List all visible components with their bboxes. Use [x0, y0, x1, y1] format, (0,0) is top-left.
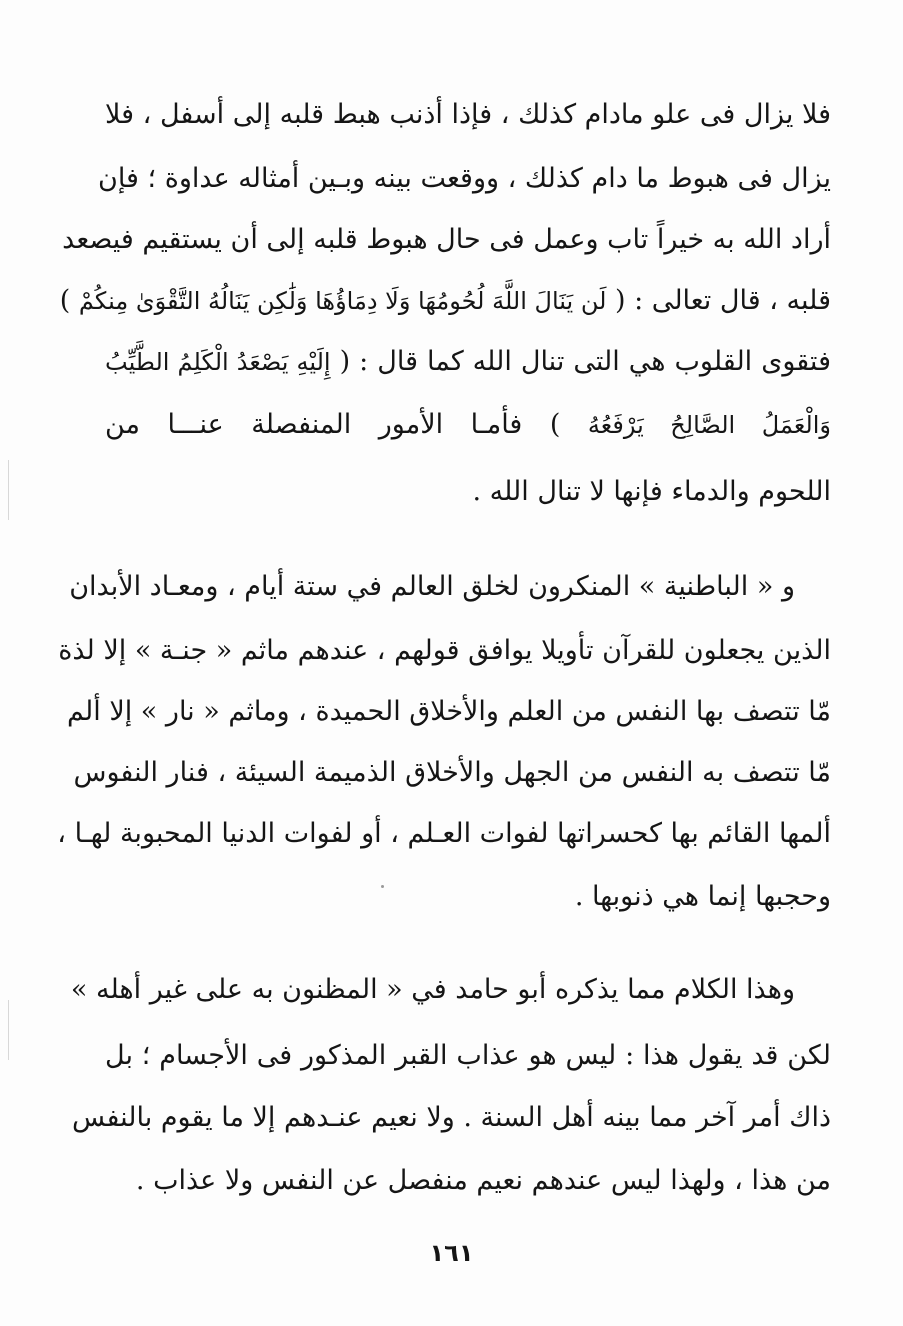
quran-verse: إِلَيْهِ يَصْعَدُ الْكَلِمُ الطَّيِّبُ [105, 348, 331, 376]
text-line-with-quran-verse [59, 283, 831, 319]
text-line: أراد الله به خيراً تاب وعمل فى حال هبوط قلبه إلى أن يستقيم فيصعد [62, 224, 831, 255]
line-text: ) فأمـا الأمور المنفصلة عنـــا من [105, 409, 561, 440]
text-line: الذين يجعلون للقرآن تأويلا يوافق قولهم ، عندهم ماثم « جنـة » إلا لذة [58, 635, 831, 666]
text-line: لكن قد يقول هذا : ليس هو عذاب القبر المذكور فى الأجسام ؛ بل [105, 1040, 831, 1071]
left-margin-mark [8, 460, 9, 520]
text-line: ذاك أمر آخر مما بينه أهل السنة . ولا نعيم عنـدهم إلا ما يقوم بالنفس [72, 1102, 831, 1133]
line-text: قلبه ، قال تعالى : ( [615, 285, 831, 316]
left-margin-mark-lower [8, 1000, 9, 1060]
closing-bracket: ) [59, 285, 71, 316]
quran-verse: وَالْعَمَلُ الصَّالِحُ يَرْفَعُهُ [587, 411, 831, 439]
paragraph-first-line: وهذا الكلام مما يذكره أبو حامد في « المظنون به على غير أهله » [70, 974, 795, 1005]
text-line-with-quran-verse [105, 407, 831, 443]
text-line: ألمها القائم بها كحسراتها لفوات العـلم ، أو لفوات الدنيا المحبوبة لهـا ، [57, 818, 831, 849]
text-line-last: اللحوم والدماء فإنها لا تنال الله . [472, 476, 831, 507]
text-line-last: وحجبها إنما هي ذنوبها . [574, 881, 831, 912]
text-line: يزال فى هبوط ما دام كذلك ، ووقعت بينه وبـين أمثاله عداوة ؛ فإن [98, 163, 831, 194]
text-line: مّا تتصف بها النفس من العلم والأخلاق الحميدة ، وماثم « نار » إلا ألم [67, 696, 831, 727]
text-line: فلا يزال فى علو مادام كذلك ، فإذا أذنب هبط قلبه إلى أسفل ، فلا [105, 99, 831, 130]
page-number: ١٦١ [429, 1239, 474, 1267]
text-line: مّا تتصف به النفس من الجهل والأخلاق الذميمة السيئة ، فنار النفوس [73, 757, 831, 788]
quran-verse: لَن يَنَالَ اللَّهَ لُحُومُهَا وَلَا دِمَاؤُهَا وَلَٰكِن يَنَالُهُ التَّقْوَىٰ مِنكُمْ [78, 287, 607, 315]
text-line-with-quran-verse [105, 344, 831, 380]
paragraph-first-line: و « الباطنية » المنكرون لخلق العالم في ستة أيام ، ومعـاد الأبدان [69, 571, 795, 602]
text-line-last: من هذا ، ولهذا ليس عندهم نعيم منفصل عن النفس ولا عذاب . [135, 1165, 831, 1196]
line-text: فتقوى القلوب هي التى تنال الله كما قال : ( [339, 346, 831, 377]
